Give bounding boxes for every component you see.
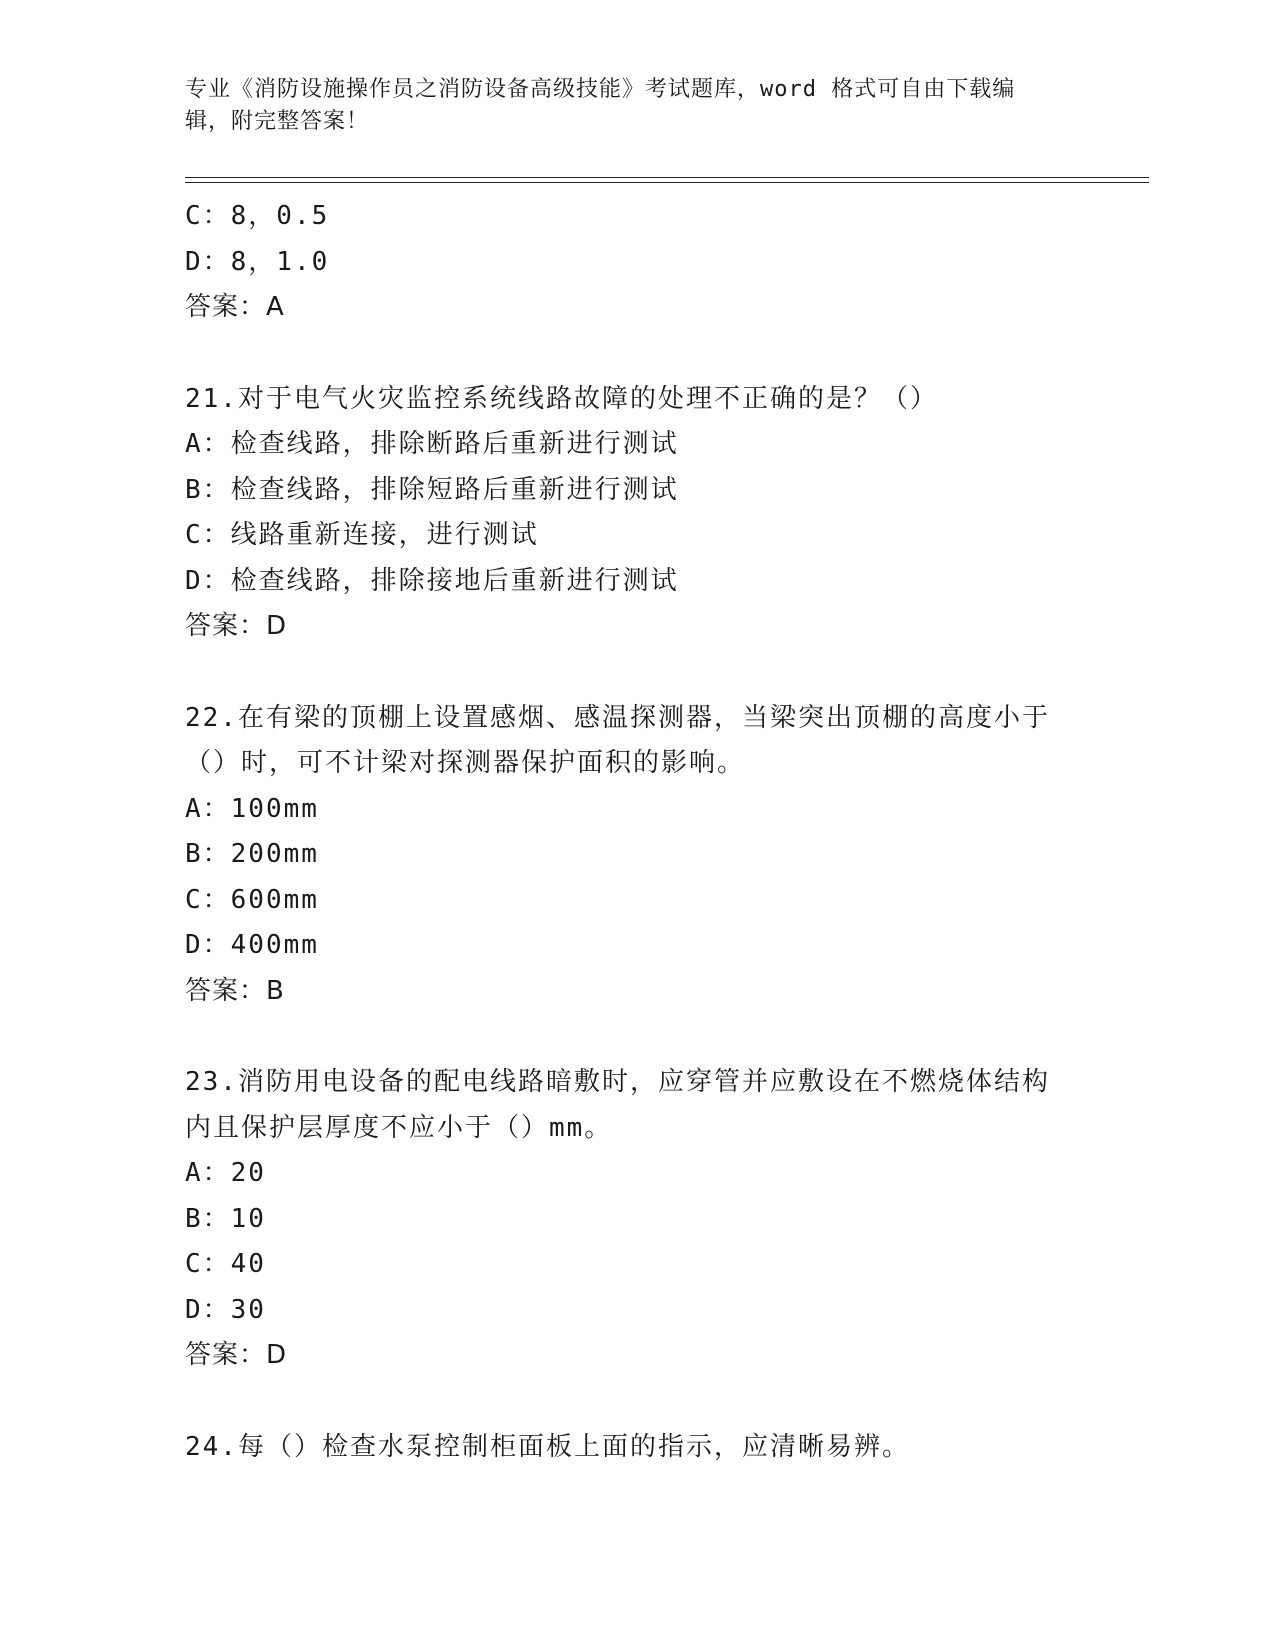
- header-rule-top: [185, 177, 1149, 178]
- option-d: D：8，1.0: [185, 246, 330, 277]
- header-rule-bottom: [185, 182, 1149, 183]
- option-c: C：40: [185, 1249, 266, 1279]
- question-21: [185, 377, 1085, 650]
- question-22: [185, 696, 1085, 1015]
- question-24: [185, 1425, 1085, 1471]
- option-b: B：10: [185, 1203, 266, 1234]
- previous-question-tail: [185, 194, 1085, 331]
- question-stem-line-1: 22.在有梁的顶棚上设置感烟、感温探测器，当梁突出顶棚的高度小于: [185, 702, 1050, 733]
- spacer: [185, 331, 1085, 377]
- option-a: A：检查线路，排除断路后重新进行测试: [185, 429, 679, 459]
- answer-line: 答案：D: [185, 1340, 288, 1370]
- spacer: [185, 1014, 1085, 1060]
- answer-line: 答案：B: [185, 975, 285, 1006]
- document-header: [185, 74, 1065, 138]
- header-line-1: 专业《消防设施操作员之消防设备高级技能》考试题库，word 格式可自由下载编: [185, 77, 1016, 102]
- option-d: D：400mm: [185, 930, 319, 960]
- option-b: B：检查线路，排除短路后重新进行测试: [185, 474, 679, 505]
- option-c: C：600mm: [185, 884, 319, 915]
- question-stem: 21.对于电气火灾监控系统线路故障的处理不正确的是？（）: [185, 383, 938, 414]
- option-d: D：检查线路，排除接地后重新进行测试: [185, 565, 679, 596]
- spacer: [185, 1379, 1085, 1425]
- question-stem-line-2: 内且保护层厚度不应小于（）mm。: [185, 1112, 613, 1143]
- answer-line: 答案：A: [185, 292, 285, 322]
- option-d: D：30: [185, 1294, 266, 1325]
- question-stem-line-2: （）时，可不计梁对探测器保护面积的影响。: [185, 748, 746, 778]
- question-23: [185, 1060, 1085, 1379]
- spacer: [185, 650, 1085, 696]
- option-c: C：线路重新连接，进行测试: [185, 520, 539, 550]
- option-b: B：200mm: [185, 839, 319, 869]
- option-a: A：20: [185, 1158, 266, 1188]
- question-list: [185, 194, 1085, 1470]
- question-stem-line-1: 23.消防用电设备的配电线路暗敷时，应穿管并应敷设在不燃烧体结构: [185, 1067, 1050, 1097]
- option-c: C：8，0.5: [185, 201, 330, 231]
- option-a: A：100mm: [185, 793, 319, 824]
- question-stem: 24.每（）检查水泵控制柜面板上面的指示，应清晰易辨。: [185, 1431, 910, 1462]
- answer-line: 答案：D: [185, 611, 288, 641]
- header-line-2: 辑，附完整答案！: [185, 109, 370, 134]
